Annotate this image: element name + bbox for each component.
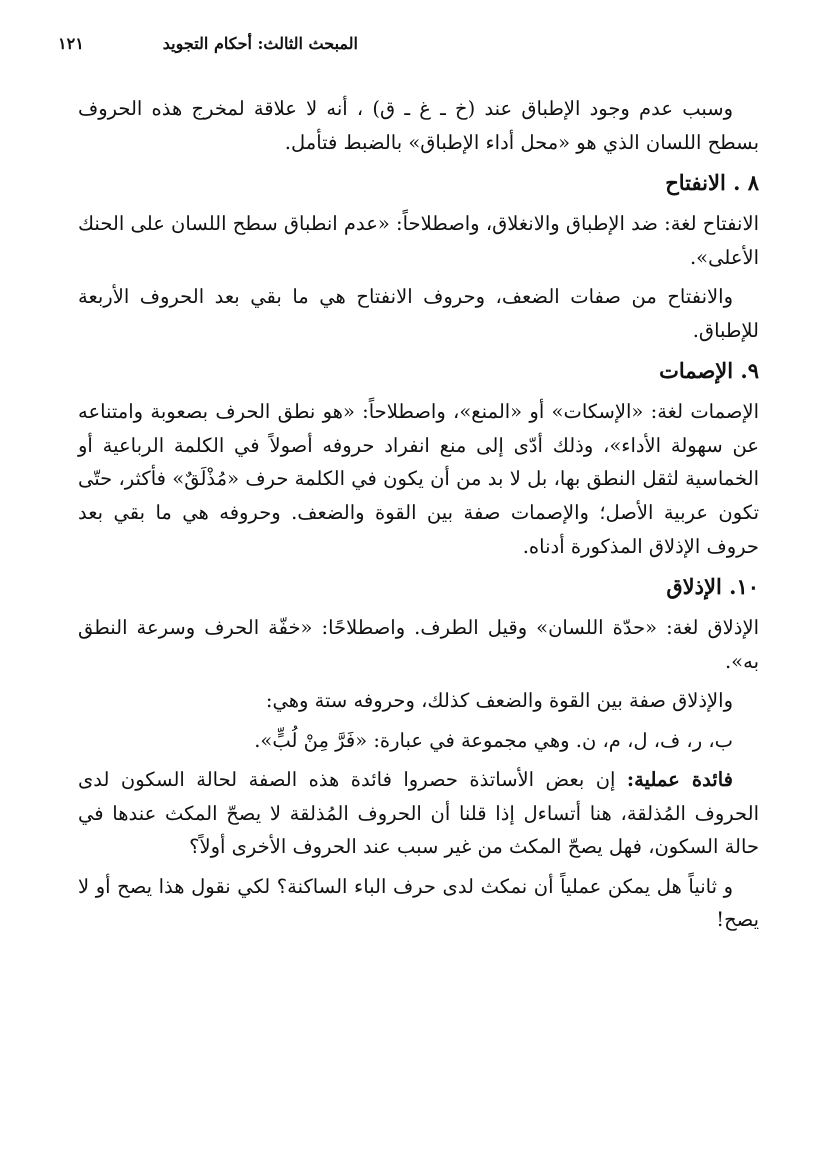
idhlaq-definition: الإذلاق لغة: «حدّة اللسان» وقيل الطرف. واصطلاحًا: «خفّة الحرف وسرعة النطق به». [78,616,759,673]
page-body [78,92,759,943]
chapter-title: المبحث الثالث: أحكام التجويد [162,34,358,53]
practical-note [78,763,759,864]
intro-paragraph: وسبب عدم وجود الإطباق عند (خ ـ غ ـ ق) ، أنه لا علاقة لمخرج هذه الحروف بسطح اللسان الذي هو «محل أداء الإطباق» بالضبط فتأمل. [78,97,759,154]
practical-note-label: فائدة عملية: [626,768,733,792]
section-heading-infitah: ٨ . الانفتاح [665,170,759,196]
closing-question: و ثانياً هل يمكن عملياً أن نمكث لدى حرف الباء الساكنة؟ لكي نقول هذا يصح أو لا يصح! [78,874,759,932]
infitah-description: والانفتاح من صفات الضعف، وحروف الانفتاح هي ما بقي بعد الحروف الأربعة للإطباق. [78,285,759,342]
practical-note-text: إن بعض الأساتذة حصروا فائدة هذه الصفة لحالة السكون لدى الحروف المُذلقة، هنا أتساءل إذا قلنا أن الحروف المُذلقة لا يصحّ المكث عندها في حالة السكون، فهل يصحّ المكث من غير سبب عند الحروف الأخرى أولاً؟ [78,768,759,859]
running-header [58,34,358,68]
idhlaq-letters: ب، ر، ف، ل، م، ن. وهي مجموعة في عبارة: «فَرَّ مِنْ لُبٍّ». [254,728,733,752]
section-heading-idhlaq: ١٠. الإذلاق [666,574,759,600]
page-number: ١٢١ [58,34,84,53]
ismat-definition: الإصمات لغة: «الإسكات» أو «المنع»، واصطلاحاً: «هو نطق الحرف بصعوبة وامتناعه عن سهولة الأداء»، وذلك أدّى إلى منع انفراد حروفه أصولاً في الكلمة الرباعية أو الخماسية لثقل النطق بها، بل لا بد من أن يكون في الكلمة حرف «مُذْلَقٌ» فأكثر، حتّى تكون عربية الأصل؛ والإصمات صفة بين القوة والضعف. وحروفه هي ما بقي بعد حروف الإذلاق المذكورة أدناه. [78,400,759,558]
idhlaq-description: والإذلاق صفة بين القوة والضعف كذلك، وحروفه ستة وهي: [265,689,733,713]
infitah-definition: الانفتاح لغة: ضد الإطباق والانغلاق، واصطلاحاً: «عدم انطباق سطح اللسان على الحنك الأعلى». [78,212,759,269]
section-heading-ismat: ٩. الإصمات [659,358,759,384]
